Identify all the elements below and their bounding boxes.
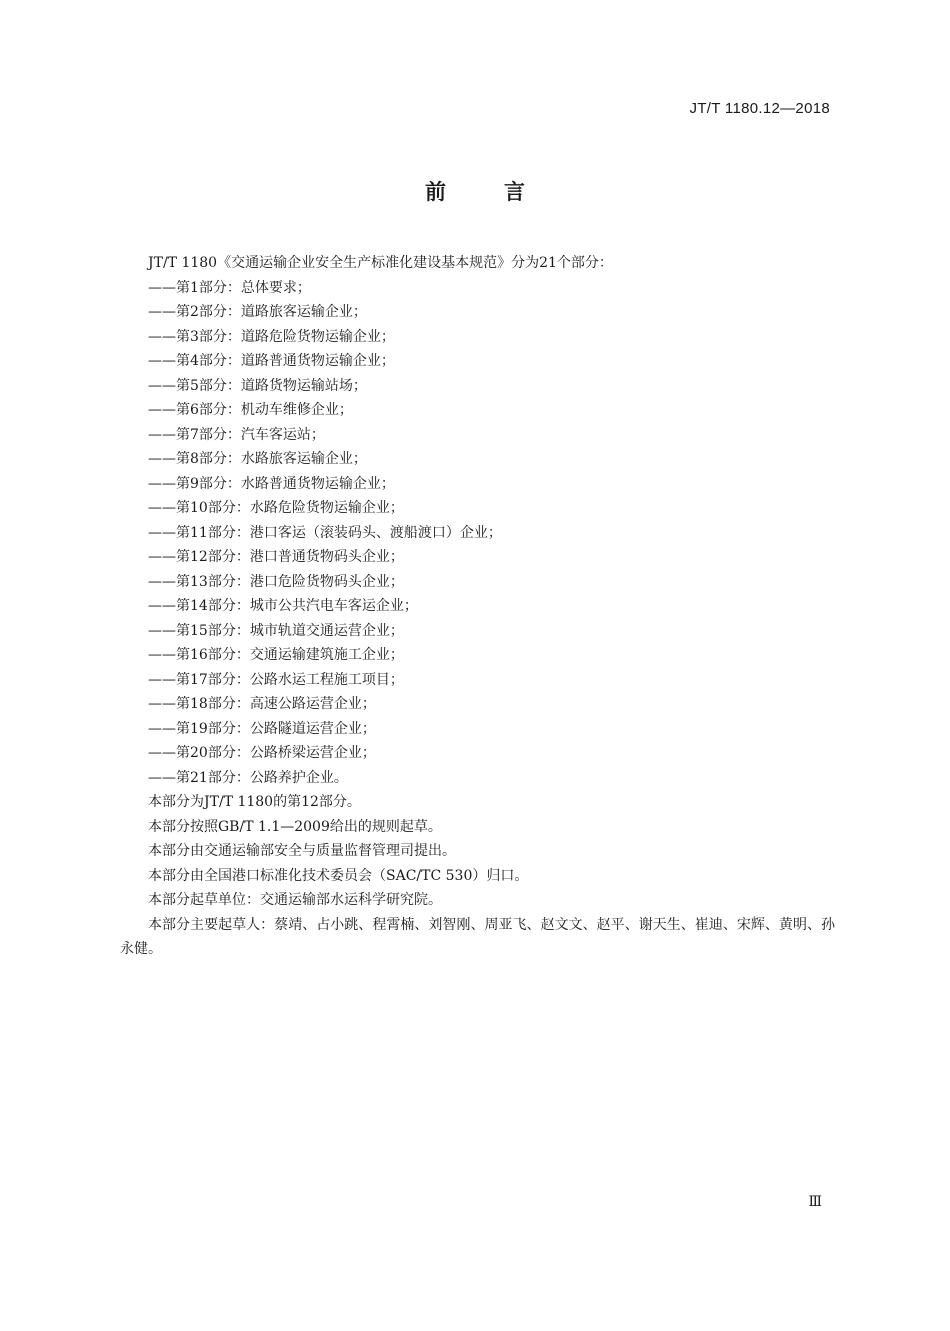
list-item: ——第18部分：高速公路运营企业； — [148, 696, 376, 712]
drafters-paragraph: 本部分主要起草人：蔡靖、占小跳、程霄楠、刘智刚、周亚飞、赵文文、赵平、谢天生、崔迪、宋辉、黄明、孙永健。 — [120, 916, 835, 957]
list-item: ——第4部分：道路普通货物运输企业； — [148, 353, 395, 369]
list-item: ——第21部分：公路养护企业。 — [148, 769, 348, 786]
paragraph: 本部分由全国港口标准化技术委员会（SAC/TC 530）归口。 — [148, 867, 529, 884]
list-item: ——第2部分：道路旅客运输企业； — [148, 304, 367, 320]
standard-code: JT/T 1180.12—2018 — [689, 100, 830, 117]
page-number: Ⅲ — [808, 1194, 822, 1210]
paragraph: 本部分起草单位：交通运输部水运科学研究院。 — [148, 892, 442, 908]
list-item: ——第8部分：水路旅客运输企业； — [148, 451, 367, 467]
list-item: ——第16部分：交通运输建筑施工企业； — [148, 647, 404, 663]
list-item: ——第1部分：总体要求； — [148, 279, 311, 296]
list-item: ——第12部分：港口普通货物码头企业； — [148, 549, 404, 565]
list-item: ——第19部分：公路隧道运营企业； — [148, 720, 376, 737]
list-item: ——第6部分：机动车维修企业； — [148, 402, 353, 418]
parts-list — [120, 276, 835, 791]
list-item: ——第9部分：水路普通货物运输企业； — [148, 475, 395, 492]
list-item: ——第3部分：道路危险货物运输企业； — [148, 328, 395, 345]
foreword-body — [120, 251, 835, 962]
page-title: 前言 — [425, 180, 583, 204]
list-item: ——第11部分：港口客运（滚装码头、渡船渡口）企业； — [148, 524, 502, 541]
paragraph: 本部分为JT/T 1180的第12部分。 — [148, 794, 361, 810]
list-item: ——第10部分：水路危险货物运输企业； — [148, 500, 404, 516]
list-item: ——第20部分：公路桥梁运营企业； — [148, 745, 376, 761]
list-item: ——第15部分：城市轨道交通运营企业； — [148, 622, 404, 639]
intro-paragraph: JT/T 1180《交通运输企业安全生产标准化建设基本规范》分为21个部分： — [148, 255, 613, 271]
list-item: ——第5部分：道路货物运输站场； — [148, 377, 367, 394]
list-item: ——第17部分：公路水运工程施工项目； — [148, 671, 404, 688]
list-item: ——第7部分：汽车客运站； — [148, 426, 325, 443]
list-item: ——第14部分：城市公共汽电车客运企业； — [148, 598, 418, 614]
paragraph: 本部分由交通运输部安全与质量监督管理司提出。 — [148, 843, 456, 859]
list-item: ——第13部分：港口危险货物码头企业； — [148, 573, 404, 590]
paragraph: 本部分按照GB/T 1.1—2009给出的规则起草。 — [148, 818, 442, 835]
